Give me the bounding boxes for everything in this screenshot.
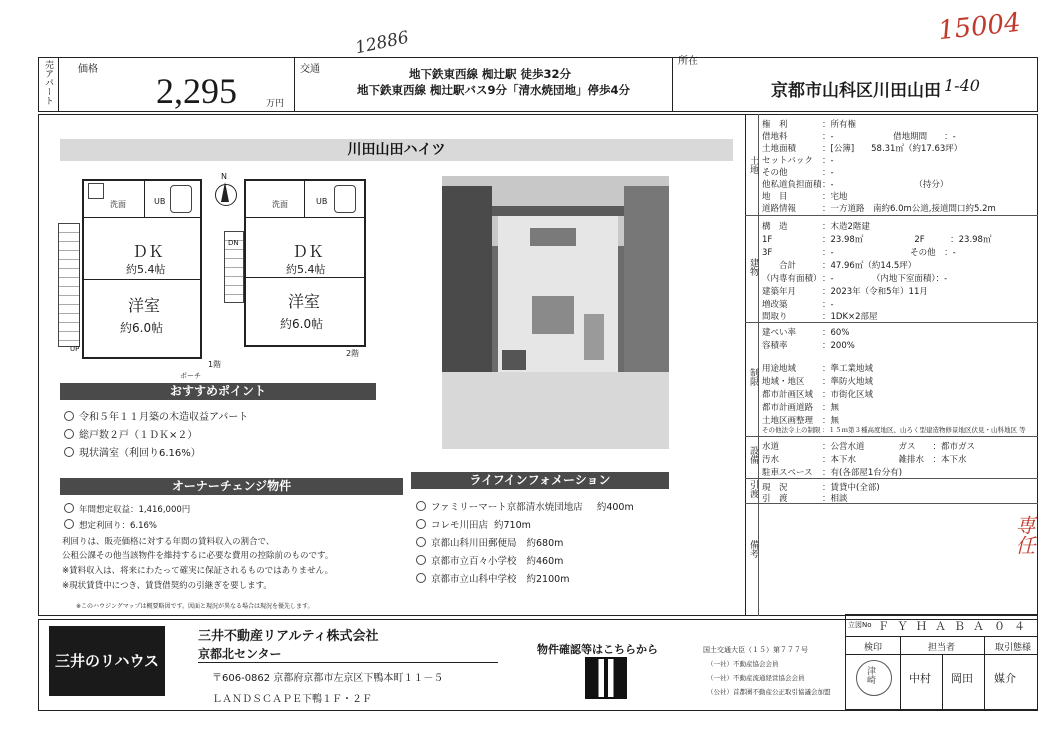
table-header-inspect: 検印 <box>864 643 883 653</box>
bath-label-2: 洗面 <box>272 200 288 209</box>
building-row: 合計 ：47.96㎡（約14.5坪） <box>762 261 917 271</box>
transport-line-1: 地下鉄東西線 椥辻駅 徒歩32分 <box>409 67 572 81</box>
floorplan-unit-2 <box>222 175 372 375</box>
qr-label: 物件確認等はこちらから <box>537 643 658 656</box>
delivery-label: 引渡 <box>748 480 758 498</box>
code-char: Ｙ <box>897 620 908 633</box>
land-label: 土地 <box>748 156 758 174</box>
dk-label-1: ＤＫ <box>132 242 165 261</box>
staff-name-2: 岡田 <box>951 672 973 685</box>
land-row: 他私道負担面積：- （持分） <box>762 180 949 190</box>
building-row: 増改築 ：- <box>762 300 834 310</box>
limit-row: 土地区画整理 ：無 <box>762 416 840 426</box>
company-name: 三井不動産リアルティ株式会社 <box>198 629 379 644</box>
dn-label: DN <box>228 239 239 247</box>
building-row: 建築年月 ：2023年（令和5年）11月 <box>762 287 928 297</box>
code-char: Ｂ <box>954 620 965 633</box>
handwritten-address-suffix: 1-40 <box>944 76 980 95</box>
land-row: その他 ：- <box>762 168 834 178</box>
building-row: 3F ：- その他 ：- <box>762 248 956 258</box>
transaction-mode: 媒介 <box>994 672 1016 685</box>
land-row: 道路情報 ：一方道路 南約6.0m公道,接道間口約5.2m <box>762 204 996 214</box>
license-number: 国土交通大臣（１５）第７７７号 <box>703 646 808 654</box>
code-char: ０ <box>994 620 1005 633</box>
floor-1-label: 1階 <box>208 360 222 369</box>
building-row: 構 造 ：木造2階建 <box>762 222 870 232</box>
recommend-item: 令和５年１１月築の木造収益アパート <box>64 408 248 423</box>
dk-size-1: 約5.4帖 <box>126 263 166 276</box>
building-row: 1F ：23.98㎡ 2F ：23.98㎡ <box>762 235 992 245</box>
company-address: 〒606-0862 京都府京都市左京区下鴨本町１１－５ <box>212 673 444 684</box>
association: （公社）首都圏不動産公正取引協議会加盟 <box>707 688 831 696</box>
north-arrow-icon: N <box>213 172 237 206</box>
owner-note: 利回りは、販売価格に対する年間の賃料収入の割合で、 <box>62 537 275 547</box>
table-header-staff: 担当者 <box>928 643 956 653</box>
code-char: Ｆ <box>878 620 889 633</box>
limit-row: 容積率 ：200% <box>762 341 855 351</box>
dk-size-2: 約5.4帖 <box>286 263 326 276</box>
limit-label: 制限 <box>748 368 758 386</box>
lifeinfo-item: コレモ川田店 約710m <box>416 517 531 531</box>
owner-change-item: 想定利回り：6.16% <box>64 519 157 531</box>
floorplan-unit-1 <box>58 175 222 380</box>
property-title: 川田山田ハイツ <box>60 139 733 161</box>
building-label: 建物 <box>748 258 758 276</box>
recommend-title: おすすめポイント <box>60 383 376 400</box>
up-label: UP <box>70 345 80 353</box>
porch-label: ポーチ <box>180 372 201 380</box>
branch-name: 京都北センター <box>198 647 282 661</box>
room-size-2: 約6.0帖 <box>280 317 324 331</box>
owner-note: ※現状賃貸中につき、賃貸借契約の引継ぎを要します。 <box>62 581 272 591</box>
owner-change-item: 年間想定収益：1,416,000円 <box>64 503 190 515</box>
delivery-row: 現 況 ：賃貸中(全部) <box>762 483 880 493</box>
limit-row: 用途地域 ：準工業地域 <box>762 364 874 374</box>
room-label-1: 洋室 <box>128 296 161 315</box>
limit-row: その他法令上の制限 ：１５ｍ第３種高度地区、山ろく型建造物修景地区伏見・山科地区 等 <box>762 426 1026 434</box>
lifeinfo-item: 京都市立百々小学校 約460m <box>416 553 563 567</box>
lifeinfo-item: 京都山科川田郵便局 約680m <box>416 535 563 549</box>
limit-row: 都市計画道路 ：無 <box>762 403 840 413</box>
transport-label: 交通 <box>300 64 320 75</box>
lifeinfo-item: 京都市立山科中学校 約2100m <box>416 571 569 585</box>
code-char: ４ <box>1014 620 1025 633</box>
transport-line-2: 地下鉄東西線 椥辻駅バス9分「清水焼団地」停歩4分 <box>357 83 631 97</box>
lifeinfo-title: ライフインフォメーション <box>411 472 669 489</box>
lifeinfo-item: ファミリーマート京都清水焼団地店 約400m <box>416 499 634 513</box>
delivery-row: 引 渡 ：相談 <box>762 494 848 504</box>
room-size-1: 約6.0帖 <box>120 321 164 335</box>
company-logo: 三井のリハウス <box>49 626 165 696</box>
property-type-label: 売アパート <box>43 60 53 105</box>
company-building: ＬＡＮＤＳＣＡＰＥ下鴨１Ｆ・２Ｆ <box>212 694 372 705</box>
price-label: 価格 <box>78 64 98 75</box>
stamp-text: 津崎 <box>865 666 875 684</box>
building-row: （内専有面積）：- （内地下室面積）：- <box>762 274 948 284</box>
building-row: 間取り ：1DK×2部屋 <box>762 312 878 322</box>
price-value: 2,295 <box>156 71 237 111</box>
building-photo <box>442 176 669 449</box>
limit-row: 地域・地区 ：準防火地域 <box>762 377 874 387</box>
equip-label: 設備 <box>748 446 758 464</box>
limit-row: 都市計画区域 ：市街化区域 <box>762 390 874 400</box>
code-char: Ａ <box>935 620 946 633</box>
land-row: セットバック ：- <box>762 156 834 166</box>
remarks-label: 備考 <box>748 540 758 558</box>
code-label: 立図No <box>848 621 872 629</box>
bath-label-1: 洗面 <box>110 200 126 209</box>
association: （一社）不動産流通経営協会会員 <box>707 674 805 682</box>
handwritten-note-top-right: 15004 <box>936 7 1023 47</box>
ub-label-1: UB <box>154 197 166 206</box>
table-header-mode: 取引態様 <box>995 643 1032 653</box>
owner-note: 公租公課その他当該物件を維持するに必要な費用の控除前のものです。 <box>62 551 334 561</box>
association: （一社）不動産協会会員 <box>707 660 779 668</box>
dk-label-2: ＤＫ <box>292 242 325 261</box>
equip-row: 汚水 ：本下水 雑排水 ：本下水 <box>762 455 967 465</box>
handwritten-note-top-left: 12886 <box>353 27 411 59</box>
owner-note: ※賃料収入は、将来にわたって確実に保証されるものではありません。 <box>62 566 334 576</box>
location-label: 所在 <box>678 56 698 67</box>
floor-2-label: 2階 <box>346 349 360 358</box>
staff-name-1: 中村 <box>909 672 931 685</box>
land-row: 土地面積 ：[公簿] 58.31㎡（約17.63坪） <box>762 144 963 154</box>
map-footnote: ※このハウジングマップは概要略図です。図面と現況が異なる場合は現況を優先します。 <box>76 603 314 610</box>
price-unit: 万円 <box>266 99 285 109</box>
location-value: 京都市山科区川田山田 <box>771 81 941 101</box>
equip-row: 駐車スペース ：有(各部屋1台分有) <box>762 468 903 478</box>
owner-change-title: オーナーチェンジ物件 <box>60 478 403 495</box>
land-row: 借地料 ：- 借地期間 ：- <box>762 132 956 142</box>
handwritten-note-right: 専任 <box>1012 515 1036 555</box>
recommend-item: 総戸数２戸（１ＤＫ×２） <box>64 426 197 441</box>
code-char: Ａ <box>973 620 984 633</box>
ub-label-2: UB <box>316 197 328 206</box>
qr-code-icon[interactable] <box>585 657 627 699</box>
room-label-2: 洋室 <box>288 292 321 311</box>
equip-row: 水道 ：公営水道 ガス ：都市ガス <box>762 442 976 452</box>
recommend-item: 現状満室（利回り6.16%） <box>64 444 201 459</box>
land-row: 権 利 ：所有権 <box>762 120 857 130</box>
land-row: 地 目 ：宅地 <box>762 192 848 202</box>
code-char: Ｈ <box>916 620 927 633</box>
limit-row: 建ぺい率 ：60% <box>762 328 850 338</box>
